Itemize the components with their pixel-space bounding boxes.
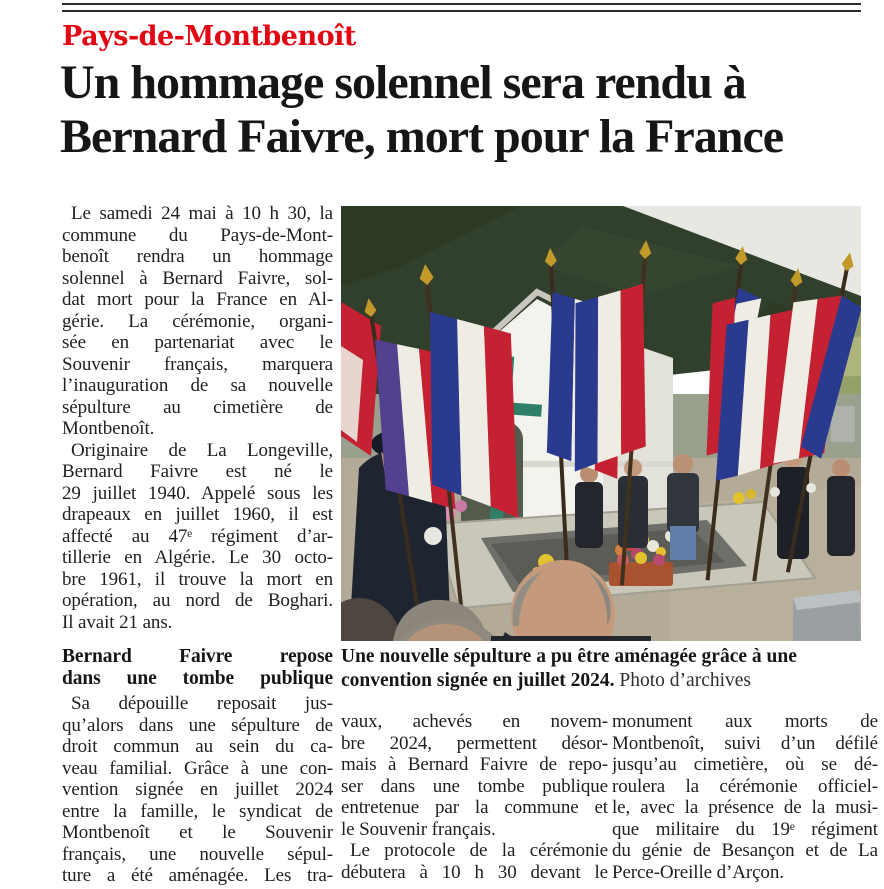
article-column-middle — [341, 711, 608, 883]
paragraph-works — [341, 711, 608, 840]
text-line: entretenue par la commune et — [341, 797, 608, 818]
text-line: opération, au nord de Boghari. — [62, 590, 333, 611]
text-line: Bernard Faivre repose — [62, 646, 333, 667]
text-line: ture a été aménagée. Les tra- — [62, 865, 333, 886]
text-line: le, avec la présence de la musi- — [612, 797, 878, 818]
text-line: débutera à 10 h 30 devant le — [341, 861, 608, 883]
text-line: ser dans une tombe publique — [341, 775, 608, 797]
text-line: Montbenoît et le Souvenir — [62, 822, 333, 843]
paragraph-ceremony — [612, 711, 878, 883]
text-line: droit commun au sein du ca- — [62, 736, 333, 757]
text-line: gérie. La cérémonie, organi- — [62, 310, 333, 332]
text-line: le Souvenir français. — [341, 818, 496, 840]
article-column-left — [62, 203, 333, 887]
caption-credit: Photo d’archives — [619, 669, 752, 691]
text-line: l’inauguration de sa nouvelle — [62, 375, 333, 396]
tomb-block-right — [793, 590, 861, 641]
text-line: jusqu’au cimetière, où se dé- — [612, 754, 878, 775]
text-line: Le samedi 24 mai à 10 h 30, la — [71, 203, 333, 224]
text-line: qu’alors dans une sépulture de — [62, 714, 333, 736]
text-line: dans une tombe publique — [62, 668, 333, 689]
paragraph-tomb — [62, 693, 333, 887]
article-subhead — [62, 646, 333, 690]
text-line: vaux, achevés en novem- — [341, 711, 608, 732]
text-line: dat mort pour la France en Al- — [62, 289, 333, 310]
text-line: tillerie en Algérie. Le 30 octo- — [62, 547, 333, 568]
text-line: solennel à Bernard Faivre, sol- — [62, 267, 333, 289]
text-line: drapeaux en juillet 1960, il est — [62, 504, 333, 525]
paragraph-protocol — [341, 840, 608, 883]
text-line: sépulture au cimetière de — [62, 396, 333, 418]
text-line: bre 2024, permettent désor- — [341, 732, 608, 754]
top-rule-lower — [62, 10, 861, 12]
headline-line-1: Un hommage solennel sera rendu à — [60, 56, 746, 109]
text-line: sée en partenariat avec le — [62, 332, 333, 353]
text-line: vention signée en juillet 2024 — [62, 779, 333, 800]
text-line: français, une nouvelle sépul- — [62, 843, 333, 865]
photo-caption — [341, 645, 862, 692]
text-line: affecté au 47ᵉ régiment d’ar- — [62, 525, 333, 547]
text-line: Souvenir français, marquera — [62, 353, 333, 375]
text-line: Le protocole de la cérémonie — [350, 840, 608, 861]
text-line: mais à Bernard Faivre de repo- — [341, 754, 608, 775]
text-line: 29 juillet 1940. Appelé sous les — [62, 482, 333, 504]
text-line: entre la famille, le syndicat de — [62, 800, 333, 822]
text-line: roulera la cérémonie officiel- — [612, 775, 878, 797]
text-line: bre 1961, il trouve la mort en — [62, 568, 333, 590]
text-line: Montbenoît, suivi d’un défilé — [612, 732, 878, 754]
text-line: Perce-Oreille d’Arçon. — [612, 861, 784, 883]
text-line: benoît rendra un hommage — [62, 246, 333, 267]
article-headline — [60, 56, 866, 164]
text-line: monument aux morts de — [612, 711, 878, 732]
article-column-right — [612, 711, 878, 883]
text-line: commune du Pays-de-Mont- — [62, 224, 333, 246]
text-line: Il avait 21 ans. — [62, 611, 173, 633]
text-line: Montbenoît. — [62, 418, 155, 439]
text-line: du génie de Besançon et de La — [612, 840, 878, 861]
article-photo — [341, 206, 861, 641]
paragraph-biography — [62, 440, 333, 634]
text-line: Originaire de La Longeville, — [71, 439, 333, 461]
headline-line-2: Bernard Faivre, mort pour la France — [60, 110, 784, 163]
text-line: veau familial. Grâce à une con- — [62, 757, 333, 779]
text-line: Bernard Faivre est né le — [62, 461, 333, 482]
section-kicker: Pays-de-Montbenoît — [62, 21, 356, 52]
top-rule-upper — [62, 3, 861, 5]
photo-illustration — [341, 206, 861, 641]
text-line: que militaire du 19ᵉ régiment — [612, 818, 878, 840]
text-line: Sa dépouille reposait jus- — [71, 693, 333, 714]
caption-text: Une nouvelle sépulture a pu être aménagée grâce à une convention signée en juillet 2024. — [341, 646, 797, 691]
paragraph-intro — [62, 203, 333, 440]
